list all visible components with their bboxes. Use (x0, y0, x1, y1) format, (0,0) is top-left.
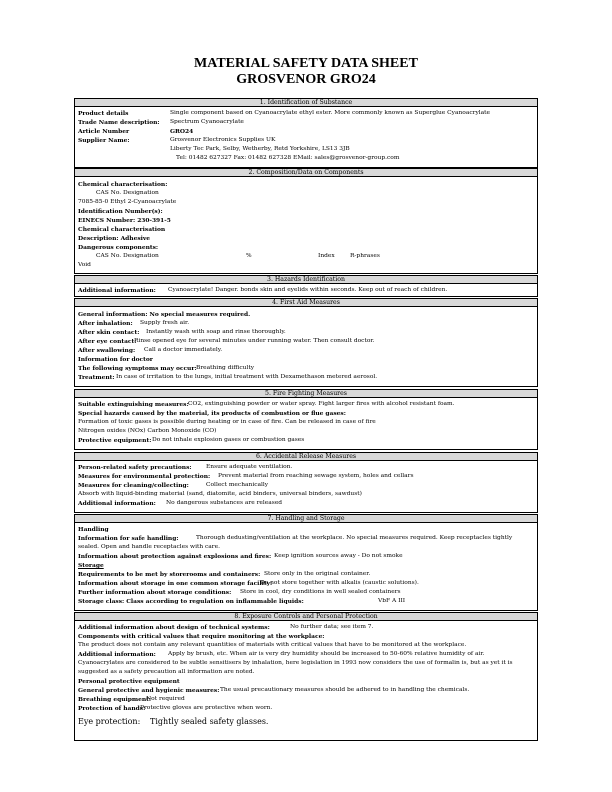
formation-text: Formation of toxic gases is possible during heating or in case of fire. Can be released in case of fire (78, 419, 376, 425)
id-numbers: Identification Number(s): (78, 208, 163, 215)
protective-value: Do not inhale explosion gases or combustion gases (152, 437, 305, 443)
fire-protection-label: Information about protection against explosions and fires: (78, 553, 272, 560)
storeroom-value: Store only in the original container. (264, 571, 371, 577)
section-7-heading: 7. Handling and Storage (74, 514, 538, 523)
storage-class-label: Storage class: Class according to regulation on inflammable liquids: (78, 598, 304, 605)
section-3-heading: 3. Hazards Identification (74, 275, 538, 284)
supplier-address: Liberty Tec Park, Selby, Wetherby, Retd Yorkshire, LS13 3JB (170, 146, 350, 152)
article-label: Article Number (78, 128, 130, 135)
env-value: Prevent material from reaching sewage system, holes and cellars (218, 473, 414, 479)
handling-heading: Handling (78, 526, 109, 533)
section-8-heading: 8. Exposure Controls and Personal Protection (74, 612, 538, 621)
rphrases-header: R-phrases (350, 253, 380, 259)
einecs: EINECS Number: 230-391-5 (78, 217, 171, 224)
storeroom-label: Requirements to be met by storerooms and containers: (78, 571, 261, 578)
section-5-heading: 5. Fire Fighting Measures (74, 389, 538, 398)
supplier-contact: Tel: 01482 627327 Fax: 01482 627328 EMail: sales@grosvenor-group.com (176, 155, 400, 161)
section-1-heading: 1. Identification of Substance (74, 98, 538, 107)
breathing-label: Breathing equipment: (78, 696, 152, 703)
release-add-label: Additional information: (78, 500, 156, 507)
nitrogen-text: Nitrogen oxides (NOx) Carbon Monoxide (CO) (78, 428, 217, 434)
section-2-heading: 2. Composition/Data on Components (74, 168, 538, 177)
product-details-label: Product details (78, 110, 129, 117)
hazards-value: Cyanoacrylate! Danger. bonds skin and eyelids within seconds. Keep out of reach of children. (168, 287, 448, 293)
storage-conditions-label: Further information about storage conditions: (78, 589, 232, 596)
safe-handling-value-2: sealed. Open and handle receptacles with care. (78, 544, 220, 550)
protective-label: Protective equipment: (78, 437, 152, 444)
cas-line: 7085-85-0 Ethyl 2-Cyanoacrylate (78, 199, 177, 205)
swallow-value: Call a doctor immediately. (144, 347, 223, 353)
hands-label: Protection of hands: (78, 705, 146, 712)
skin-label: After skin contact: (78, 329, 140, 336)
cyano-note-2: suggested as a safety precaution all information are noted. (78, 669, 255, 675)
design-label: Additional information about design of technical systems: (78, 624, 270, 631)
clean-label: Measures for cleaning/collecting: (78, 482, 189, 489)
product-details-value: Single component based on Cyanoacrylate ethyl ester. More commonly known as Superglue Cyanoacrylate (170, 110, 491, 116)
hazards-label: Additional information: (78, 287, 156, 294)
section-6-heading: 6. Accidental Release Measures (74, 452, 538, 461)
hands-value: Protective gloves are protective when worn. (140, 705, 273, 711)
chem-char2: Chemical characterisation (78, 226, 166, 233)
breathing-value: Not required (146, 696, 185, 702)
storage-conditions-value: Store in cool, dry conditions in well sealed containers (240, 589, 401, 595)
eye-label: After eye contact: (78, 338, 137, 345)
design-value: No further data; see item 7. (290, 624, 374, 630)
cyano-note: Cyanoacrylates are considered to be subtle sensitisers by inhalation, here legislation in 1993 now considers the use of formalin is, but as yet it is (78, 660, 513, 666)
supplier-name: Grosvenor Electronics Supplies UK (170, 137, 276, 143)
common-storage-value: Do not store together with alkalis (caustic solutions). (260, 580, 419, 586)
index-header: Index (318, 253, 335, 259)
person-value: Ensure adequate ventilation. (206, 464, 293, 470)
special-hazards: Special hazards caused by the material, its products of combustion or flue gases: (78, 410, 346, 417)
dangerous-components: Dangerous components: (78, 244, 159, 251)
document-title: MATERIAL SAFETY DATA SHEET (194, 56, 418, 71)
inhalation-value: Supply fresh air. (140, 320, 190, 326)
storage-class-value: VbF A III (378, 598, 406, 604)
cas-header-2: CAS No. Designation (96, 253, 159, 259)
components-heading: Components with critical values that require monitoring at the workplace: (78, 633, 325, 640)
clean-value: Collect mechanically (206, 482, 269, 488)
void-text: Void (78, 262, 91, 268)
swallow-label: After swallowing: (78, 347, 136, 354)
agents-value: CO2, extinguishing powder or water spray. Fight larger fires with alcohol resistant foam. (188, 401, 455, 407)
person-label: Person-related safety precautions: (78, 464, 192, 471)
agents-label: Suitable extinguishing measures: (78, 401, 189, 408)
symptoms-value: Breathing difficulty (196, 365, 255, 371)
absorb-text: Absorb with liquid-binding material (sand, diatomite, acid binders, universal binders, sawdust) (78, 491, 362, 497)
skin-value: Instantly wash with soap and rinse thoroughly. (146, 329, 286, 335)
env-label: Measures for environmental protection: (78, 473, 211, 480)
common-storage-label: Information about storage in one common storage facility: (78, 580, 273, 587)
article-value: GRO24 (170, 128, 194, 135)
hygiene-label: General protective and hygienic measures: (78, 687, 220, 694)
chem-char-label: Chemical characterisation: (78, 181, 168, 188)
pct-header: % (246, 253, 252, 259)
description: Description: Adhesive (78, 235, 151, 242)
treatment-value: In case of irritation to the lungs, initial treatment with Dexamethason metered aerosol. (116, 374, 378, 380)
eye-protection-label: Eye protection: (78, 717, 141, 726)
eye-protection-value: Tightly sealed safety glasses. (150, 717, 269, 726)
supplier-label: Supplier Name: (78, 137, 130, 144)
release-add-value: No dangerous substances are released (166, 500, 283, 506)
hygiene-value: The usual precautionary measures should be adhered to in handling the chemicals. (220, 687, 470, 693)
fire-protection-value: Keep ignition sources away - Do not smoke (274, 553, 403, 559)
ppe-heading: Personal protective equipment (78, 678, 180, 685)
symptoms-label: The following symptoms may occur: (78, 365, 197, 372)
storage-heading: Storage (78, 562, 104, 569)
exposure-add-value: Apply by brush, etc. When air is very dry humidity should be increased to 50-60% relative humidity of air. (168, 651, 485, 657)
section-4-heading: 4. First Aid Measures (74, 298, 538, 307)
eye-value: Rinse opened eye for several minutes under running water. Then consult doctor. (134, 338, 375, 344)
trade-name-label: Trade Name description: (78, 119, 160, 126)
product-note: The product does not contain any relevant quantities of materials with critical values that have to be monitored at the workplace. (78, 642, 467, 648)
exposure-add-label: Additional information: (78, 651, 156, 658)
inhalation-label: After inhalation: (78, 320, 133, 327)
treatment-label: Treatment: (78, 374, 115, 381)
trade-name-value: Spectrum Cyanoacrylate (170, 119, 244, 125)
doctor-info: Information for doctor (78, 356, 153, 363)
cas-header: CAS No. Designation (96, 190, 159, 196)
safe-handling-label: Information for safe handling: (78, 535, 179, 542)
safe-handling-value: Thorough dedusting/ventilation at the workplace. No special measures required. Keep receptacles tightly (196, 535, 513, 541)
first-aid-general: General information: No special measures required. (78, 311, 251, 318)
document-subtitle: GROSVENOR GRO24 (236, 72, 376, 87)
